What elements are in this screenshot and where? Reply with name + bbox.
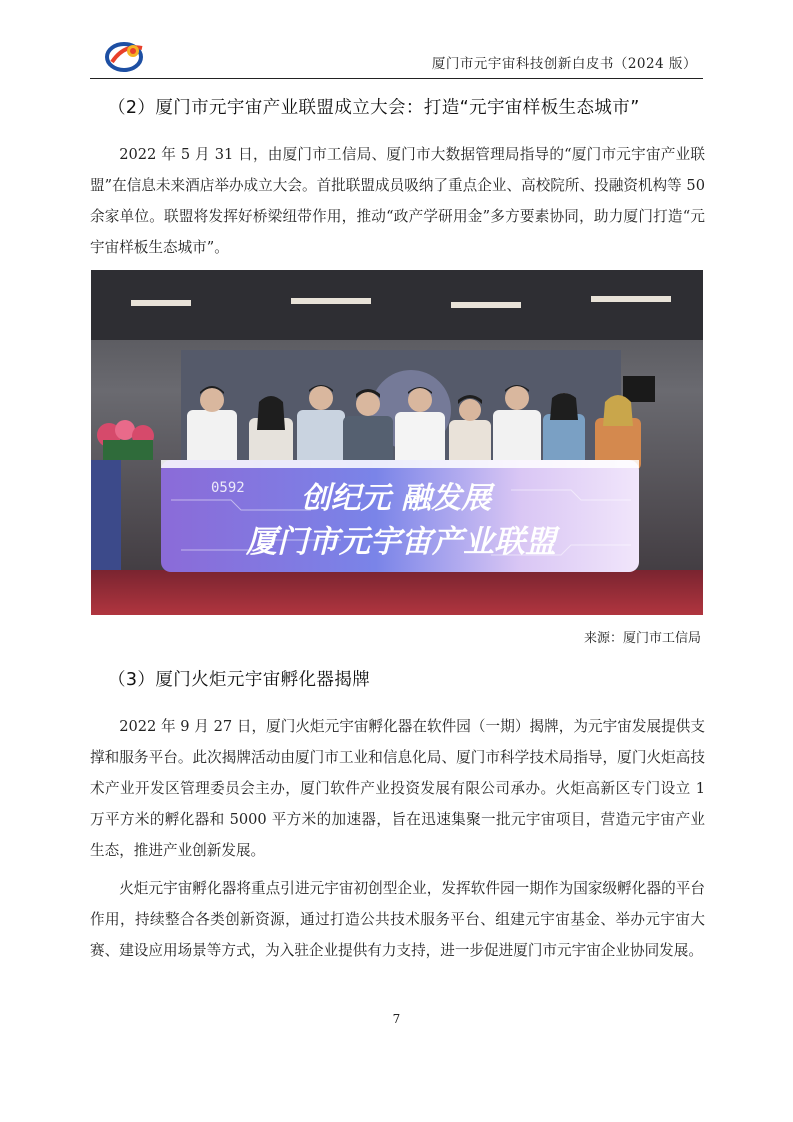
document-header-title: 厦门市元宇宙科技创新白皮书（2024 版）: [431, 56, 697, 72]
paragraph-incubator-2: 火炬元宇宙孵化器将重点引进元宇宙初创型企业，发挥软件园一期作为国家级孵化器的平台作用，持续整合各类创新资源，通过打造公共技术服务平台、组建元宇宙基金、举办元宇宙大赛、建设应用场景等方式，为入驻企业提供有力支持，进一步促进厦门市元宇宙企业协同发展。: [90, 880, 705, 959]
header-divider: [90, 78, 703, 79]
stage-code: 0592: [211, 480, 245, 496]
section-heading-alliance: （2）厦门市元宇宙产业联盟成立大会：打造“元宇宙样板生态城市”: [108, 98, 640, 118]
stage-banner: 厦门市元宇宙产业联盟: [246, 524, 556, 560]
event-photo: [91, 270, 703, 615]
photo-caption: 来源：厦门市工信局: [583, 631, 701, 646]
institute-logo-icon: [104, 38, 148, 74]
page-number: 7: [392, 1012, 401, 1026]
section-heading-incubator: （3）厦门火炬元宇宙孵化器揭牌: [108, 670, 371, 690]
paragraph-incubator-1: 2022 年 9 月 27 日，厦门火炬元宇宙孵化器在软件园（一期）揭牌，为元宇宙发展提供支撑和服务平台。此次揭牌活动由厦门市工业和信息化局、厦门市科学技术局指导，厦门火炬高技术产业开发区管理委员会主办，厦门软件产业投资发展有限公司承办。火炬高新区专门设立 1 万平方米的孵化器和 5000 平方米的加速器，旨在迅速集聚一批元宇宙项目，营造元宇宙产业生态，推进产业创新发展。: [90, 718, 705, 859]
paragraph-alliance: 2022 年 5 月 31 日，由厦门市工信局、厦门市大数据管理局指导的“厦门市元宇宙产业联盟”在信息未来酒店举办成立大会。首批联盟成员吸纳了重点企业、高校院所、投融资机构等 50 余家单位。联盟将发挥好桥梁纽带作用，推动“政产学研用金”多方要素协同，助力厦门打造“元宇宙样板生态城市”。: [90, 146, 705, 256]
stage-slogan: 创纪元 融发展: [300, 481, 492, 516]
